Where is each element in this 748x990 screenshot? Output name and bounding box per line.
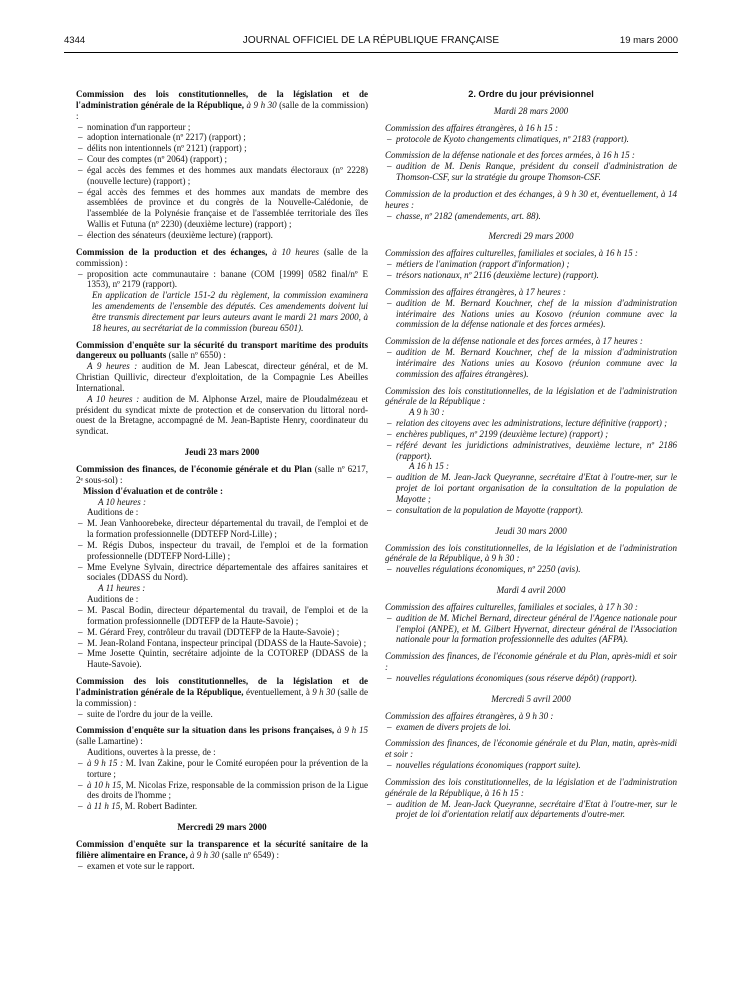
time-label: A 9 h 30 : xyxy=(409,407,445,418)
day-heading: Mardi 28 mars 2000 xyxy=(493,105,569,116)
agenda-block xyxy=(76,89,368,122)
meeting-place: (salle nº 6549) : xyxy=(221,849,279,860)
item-time: à 9 h 15 : xyxy=(87,757,124,768)
list-item: – égal accès des femmes et des hommes aux mandats électoraux (nº 2228) (nouvelle lecture) (rapport) ; xyxy=(76,165,368,187)
list-item: – proposition acte communautaire : banane (COM [1999] 0582 final/nº E 1353), nº 2179 (rapport). xyxy=(76,269,368,291)
meeting-time: 9 h 30 xyxy=(312,686,336,697)
list-item: – égal accès des femmes et des hommes aux mandats de membre des assemblées de province et du congrès de la Nouvelle-Calédonie, de l'assemblée de la Polynésie française et de l'assemblée territoriale des îles Wallis et Futuna (nº 2230) (deuxième lecture) (rapport) ; xyxy=(76,187,368,230)
meeting-time: A 11 heures : xyxy=(98,583,146,594)
committee-name: Commission d'enquête sur la transparence et la sécurité sanitaire de la filière alimentaire en France, xyxy=(76,839,368,860)
committee-line: Commission des affaires étrangères, à 9 h 30 : xyxy=(385,710,554,721)
committee-name: Commission d'enquête sur la situation dans les prisons françaises, xyxy=(76,725,335,736)
list-item: – audition de M. Bernard Kouchner, chef de la mission d'administration intérimaire des Nations unies au Kosovo (réunion commune avec la commission de la défense nationale et des forces armées). xyxy=(385,298,677,331)
issue-date: 19 mars 2000 xyxy=(619,35,678,46)
list-item: – chasse, nº 2182 (amendements, art. 88). xyxy=(385,211,677,222)
committee-line: Commission des finances, de l'économie générale et du Plan, après-midi et soir : xyxy=(385,651,677,673)
agenda-block xyxy=(76,725,368,747)
agenda-block xyxy=(76,676,368,709)
paragraph-text: audition de M. Jean Labescat, directeur général, et de M. Christian Quillivic, directeur d'exploitation, de la Compagnie Les Abeilles International. xyxy=(76,361,369,393)
list-item: – audition de M. Denis Ranque, président du conseil d'administration de Thomson-CSF, sur la stratégie du groupe Thomson-CSF. xyxy=(385,161,677,183)
time-label xyxy=(76,497,368,508)
auditions-label: Auditions, ouvertes à la presse, de : xyxy=(87,747,216,758)
procedure-note: En application de l'article 151-2 du règlement, la commission examinera les amendements de l'ensemble des députés. Ces amendements doivent lui être transmis directement par leurs auteurs avant le mardi 21 mars 2000, à 18 heures, au secrétariat de la commission (bureau 6501). xyxy=(92,290,368,333)
day-heading: Mercredi 29 mars 2000 xyxy=(177,822,267,833)
agenda-block xyxy=(76,340,368,362)
list-item: – Cour des comptes (nº 2064) (rapport) ; xyxy=(76,154,368,165)
paragraph xyxy=(76,361,368,394)
meeting-time: à 10 heures xyxy=(272,246,320,257)
agenda-block xyxy=(76,839,368,861)
list-item: – nouvelles régulations économiques, nº 2250 (avis). xyxy=(385,564,677,575)
committee-line: Commission de la défense nationale et des forces armées, à 17 heures : xyxy=(385,336,643,347)
list-item xyxy=(76,758,368,780)
day-heading: Jeudi 30 mars 2000 xyxy=(495,525,567,536)
list-item: – Mme Evelyne Sylvain, directrice départementale des affaires sanitaires et sociales (DDASS du Nord). xyxy=(76,562,368,584)
section-title: 2. Ordre du jour prévisionnel xyxy=(468,89,594,99)
right-column xyxy=(385,89,677,820)
list-item xyxy=(76,780,368,802)
committee-line: Commission des lois constitutionnelles, de la législation et de l'administration générale de la République, à 9 h 30 : xyxy=(385,542,677,564)
meeting-place: (salle nº 6550) : xyxy=(168,350,226,361)
meeting-place: (salle de la commission) : xyxy=(76,99,369,121)
list-item: – M. Jean Vanhoorebeke, directeur départemental du travail, de l'emploi et de la formation professionnelle (DDTEFP Nord-Lille) ; xyxy=(76,518,368,540)
meeting-place: (salle Lamartine) : xyxy=(76,736,143,747)
list-item: – M. Pascal Bodin, directeur départemental du travail, de l'emploi et de la formation professionnelle (DDTEFP de la Haute-Savoie) ; xyxy=(76,605,368,627)
committee-line: Commission des lois constitutionnelles, de la législation et de l'administration générale de la République : xyxy=(385,385,677,407)
list-item: – référé devant les juridictions administratives, deuxième lecture, nº 2186 (rapport). xyxy=(385,440,677,462)
time-label: A 16 h 15 : xyxy=(409,461,450,472)
list-item: – audition de M. Bernard Kouchner, chef de la mission d'administration intérimaire des Nations unies au Kosovo (réunion commune avec la commission des affaires étrangères). xyxy=(385,347,677,380)
meeting-time: à 9 h 30 xyxy=(189,849,220,860)
time-label xyxy=(76,583,368,594)
left-column xyxy=(76,89,368,872)
committee-line: Commission de la production et des échanges, à 9 h 30 et, éventuellement, à 14 heures : xyxy=(385,188,677,210)
page-header xyxy=(64,33,678,49)
list-item: – M. Gérard Frey, contrôleur du travail (DDTEFP de la Haute-Savoie) ; xyxy=(76,627,368,638)
committee-line: Commission des affaires culturelles, familiales et sociales, à 17 h 30 : xyxy=(385,601,638,612)
header-rule xyxy=(64,52,678,53)
committee-name: Commission d'enquête sur la sécurité du transport maritime des produits dangereux ou polluants xyxy=(76,339,368,361)
committee-name: Commission des finances, de l'économie générale et du Plan xyxy=(76,464,312,474)
item-text: M. Ivan Zakine, pour le Comité européen pour la prévention de la torture ; xyxy=(87,757,368,779)
item-time: à 10 h 15, xyxy=(87,779,124,790)
committee-line: Commission des lois constitutionnelles, de la législation et de l'administration générale de la République, à 16 h 15 : xyxy=(385,776,677,798)
item-time: à 11 h 15, xyxy=(87,801,123,812)
list-item: – Mme Josette Quintin, secrétaire adjointe de la COTOREP (DDASS de la Haute-Savoie). xyxy=(76,648,368,670)
meeting-place: (salle nº 6217, 2ᵉ sous-sol) : xyxy=(76,464,368,485)
meeting-place: (salle de la commission) : xyxy=(76,686,368,708)
list-item: – nomination d'un rapporteur ; xyxy=(76,122,368,133)
agenda-block xyxy=(76,464,368,486)
list-item: – M. Jean-Roland Fontana, inspecteur principal (DDASS de la Haute-Savoie) ; xyxy=(76,638,368,649)
committee-name: Commission des lois constitutionnelles, de la législation et de l'administration générale de la République, xyxy=(76,89,368,110)
day-heading: Mercredi 5 avril 2000 xyxy=(491,693,571,704)
list-item: – nouvelles régulations économiques (sous réserve dépôt) (rapport). xyxy=(385,673,677,684)
list-item: – enchères publiques, nº 2199 (deuxième lecture) (rapport) ; xyxy=(385,429,677,440)
day-heading: Jeudi 23 mars 2000 xyxy=(184,447,260,458)
list-item: – nouvelles régulations économiques (rapport suite). xyxy=(385,760,677,771)
list-item: – M. Régis Dubos, inspecteur du travail, de l'emploi et de la formation professionnelle (DDTEFP Nord-Lille) ; xyxy=(76,540,368,562)
list-item: – élection des sénateurs (deuxième lecture) (rapport). xyxy=(76,230,368,241)
item-text: M. Nicolas Frize, responsable de la commission prison de la Ligue des droits de l'homme ; xyxy=(87,779,369,801)
item-text: M. Robert Badinter. xyxy=(124,801,198,812)
committee-line: Commission de la défense nationale et des forces armées, à 16 h 15 : xyxy=(385,150,635,161)
meeting-place: (salle de la commission) : xyxy=(76,246,369,268)
list-item: – délits non intentionnels (nº 2121) (rapport) ; xyxy=(76,143,368,154)
list-item: – protocole de Kyoto changements climatiques, nº 2183 (rapport). xyxy=(385,134,677,145)
mission-title xyxy=(76,486,368,497)
meeting-time: A 10 heures : xyxy=(87,393,140,404)
paragraph xyxy=(76,394,368,437)
list-item: – examen et vote sur le rapport. xyxy=(76,861,368,872)
list-item: – relation des citoyens avec les administrations, lecture définitive (rapport) ; xyxy=(385,418,677,429)
list-item: – trésors nationaux, nº 2116 (deuxième lecture) (rapport). xyxy=(385,270,677,281)
meeting-time: A 10 heures : xyxy=(98,496,146,507)
list-item: – métiers de l'animation (rapport d'information) ; xyxy=(385,259,677,270)
list-item: – suite de l'ordre du jour de la veille. xyxy=(76,709,368,720)
page-number: 4344 xyxy=(64,35,86,46)
journal-title: JOURNAL OFFICIEL DE LA RÉPUBLIQUE FRANÇAISE xyxy=(242,35,500,46)
list-item: – consultation de la population de Mayotte (rapport). xyxy=(385,505,677,516)
list-item: – audition de M. Jean-Jack Queyranne, secrétaire d'Etat à l'outre-mer, sur le projet de loi portant organisation de la consultation de la population de Mayotte ; xyxy=(385,472,677,505)
list-item: – audition de M. Michel Bernard, directeur général de l'Agence nationale pour l'emploi (ANPE), et M. Gilbert Hyvernat, directeur général de l'Association nationale pour la formation professionnelle des adultes (AFPA). xyxy=(385,613,677,646)
committee-line: Commission des affaires étrangères, à 17 heures : xyxy=(385,286,566,297)
committee-name: Commission de la production et des échanges, xyxy=(76,246,268,257)
agenda-block xyxy=(76,247,368,269)
mission-label: Mission d'évaluation et de contrôle : xyxy=(83,485,223,496)
list-item xyxy=(76,801,368,812)
day-heading: Mardi 4 avril 2000 xyxy=(496,585,566,596)
committee-name: Commission des lois constitutionnelles, de la législation et de l'administration générale de la République, xyxy=(76,676,368,697)
auditions-label: Auditions de : xyxy=(87,594,139,605)
meeting-time: à 9 h 30 xyxy=(246,99,277,110)
paragraph-text: audition de M. Alphonse Arzel, maire de Ploudalmézeau et président du syndicat mixte de protection et de conservation du littoral nord-ouest de la Bretagne, accompagné de M. Jean-Baptiste Henry, coordinateur du syndicat. xyxy=(76,393,369,437)
committee-line: Commission des finances, de l'économie générale et du Plan, matin, après-midi et soir : xyxy=(385,738,677,760)
list-item: – adoption internationale (nº 2217) (rapport) ; xyxy=(76,132,368,143)
list-item: – audition de M. Jean-Jack Queyranne, secrétaire d'Etat à l'outre-mer, sur le projet de loi d'orientation relatif aux départements d'outre-mer. xyxy=(385,799,677,821)
day-heading: Mercredi 29 mars 2000 xyxy=(488,231,574,242)
list-item: – examen de divers projets de loi. xyxy=(385,722,677,733)
meeting-time: A 9 heures : xyxy=(87,361,138,372)
auditions-label: Auditions de : xyxy=(87,507,139,518)
meeting-note: éventuellement, à xyxy=(245,686,310,697)
committee-line: Commission des affaires étrangères, à 16 h 15 : xyxy=(385,122,558,133)
meeting-time: à 9 h 15 xyxy=(337,725,369,736)
committee-line: Commission des affaires culturelles, familiales et sociales, à 16 h 15 : xyxy=(385,248,638,259)
